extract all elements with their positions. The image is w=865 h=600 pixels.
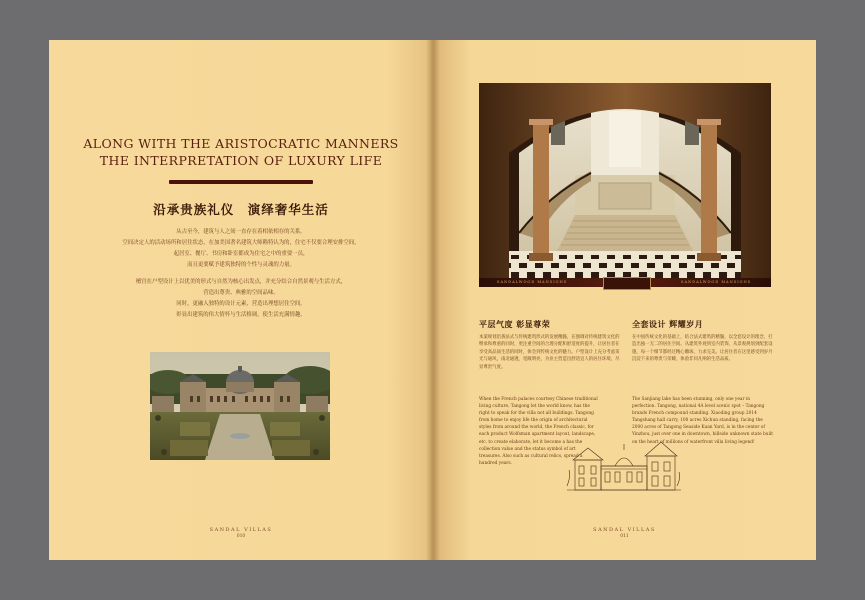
footer-brand: SANDAL VILLAS: [209, 527, 273, 533]
book-gutter-shadow: [426, 40, 440, 560]
english-title: [49, 135, 433, 169]
chateau-photo: [150, 352, 330, 460]
intro-line: 彰显出建筑的伟大情怀与生活格调，使生活充满情趣。: [176, 312, 306, 318]
left-page: [49, 40, 433, 560]
column-1-english-text: When the French palaces courtesy Chinese traditional living culture, Tangong let the world know, has the right to speak for the villa not all buildings. Tangong from home to enjoy life the origin of architectural styles from around the world, the French classic, for each product Wolfsman apartment layout, landscape, etc. to create elaborate, let it become a has the collection value and the status symbol of art treasures. Also such as cultural relics, spread a hundred years.: [479, 397, 598, 466]
page-number: 011: [620, 534, 629, 539]
intro-paragraph-2: [89, 277, 393, 321]
column-2-chinese-text: 在中国传统文化的基础上，结合法式建筑的精髓，以全套设计的理念，打造出独一无二的居住空间。从建筑外观到室内装饰，从景观规划到配套设施，每一个细节都经过精心雕琢，力求完美。让居住者在这里感受到岁月沉淀下来的尊贵与荣耀，体验非同凡响的生活品质。: [632, 335, 773, 363]
intro-line: 起居室、餐厅、书房和卧室都成为住宅之中的重要一员，: [173, 251, 309, 257]
villa-sketch-illustration: [565, 436, 683, 494]
page-number: 010: [236, 534, 246, 539]
column-2-english-text: The Sanjiang lake has been stunning, only one year in perfection. Tangong, national 4A level scenic spot – Tangong brands French compound standing. Xiaoding group 2014 Tangshang hall carry, 100 acres Xichun standing, facing the 2000 acres of Tangong Seaside Kuan Yard, is in the center of Yinzhou, just over one in downtown, hillside unknown state built on the heart of millions of waterfront villa living legend!: [632, 397, 773, 445]
column-2-title: 全套设计 辉耀岁月: [632, 319, 704, 329]
intro-paragraph-1: [89, 227, 393, 271]
intro-line: 而且更要赋予建筑独特的个性与灵魂的力量。: [187, 262, 295, 268]
intro-line: 同时，更融入独特的设计元素，营造出理想居住空间。: [176, 301, 306, 307]
intro-line: 营造出尊贵、典雅的空间品味。: [203, 290, 279, 296]
title-divider: [169, 180, 313, 184]
intro-line: 从古至今，建筑与人之间一直存在着相依相存的关系。: [176, 229, 306, 235]
english-title-line-2: THE INTERPRETATION OF LUXURY LIFE: [99, 153, 383, 168]
english-title-line-1: ALONG WITH THE ARISTOCRATIC MANNERS: [83, 136, 399, 151]
intro-line: 空间决定人的活动场所和居住状态，在加美国著名建筑大师赖特认为的，住宅不仅要合理安排空间，: [122, 240, 360, 246]
column-1-chinese-text: 本案规划沿袭法式与传统建筑形式的发展精髓，在强调对传统建筑文化的继承和尊重的同时，更注重空间的合理分配和舒适度的提升，让居住者在享受高品质生活的同时，体会到传统文化的魅力。户型设计上充分考虑采光与通风，南北通透，宽敞明亮，为业主营造出舒适宜人的居住环境，尽显尊贵气度。: [479, 335, 620, 370]
chinese-title: 沿承贵族礼仪 演绎奢华生活: [153, 202, 329, 217]
photo-caption-bar: [479, 278, 771, 287]
right-page: [433, 40, 816, 560]
caption-emblem: [603, 277, 651, 290]
grand-staircase-photo: [479, 83, 771, 279]
caption-left: SANDALWOOD MANSIONS: [497, 280, 568, 284]
intro-line: 檀宫在户型设计上以优美的形式与自然为核心出发点，并充分结合自然景观与生活方式，: [135, 279, 347, 285]
caption-right: SANDALWOOD MANSIONS: [681, 280, 752, 284]
footer-brand: SANDAL VILLAS: [593, 527, 656, 533]
column-1-title: 平层气度 彰显尊荣: [479, 319, 551, 329]
